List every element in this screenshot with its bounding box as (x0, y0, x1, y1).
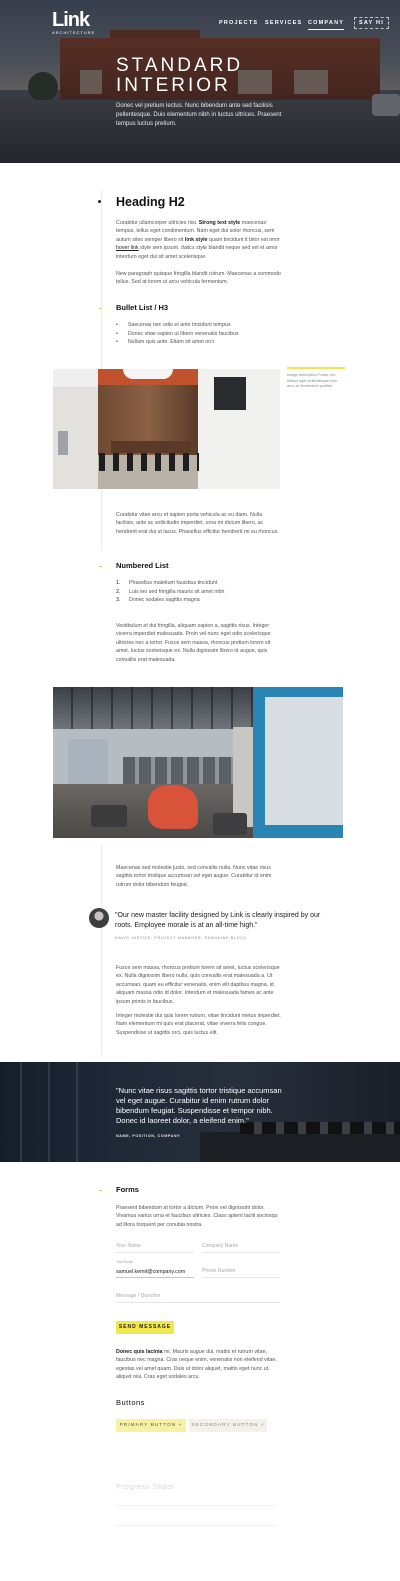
text: maecenas tempus, tellus eget condimentum. Nam eget dui solor rhoncus, sem autum sites semper libero sit (116, 220, 275, 243)
field-placeholder: Company Name (202, 1243, 239, 1249)
strong-text: Strong text style (198, 220, 241, 226)
field-placeholder: Message / Question (116, 1293, 161, 1299)
page-title-line-2: INTERIOR (116, 75, 231, 96)
heading-forms: Forms (116, 1185, 139, 1194)
office-lounge-photo (53, 687, 343, 838)
numbered-list (116, 579, 282, 605)
list-item (116, 588, 282, 597)
form-footnote (116, 1348, 282, 1382)
conference-room-photo (53, 369, 280, 489)
list-number: 2. (116, 588, 121, 595)
list-item: • Nullam quis ante. Etiam sit amet orci (116, 338, 282, 347)
slider-track[interactable] (116, 1525, 276, 1526)
nav-projects[interactable]: PROJECTS (219, 20, 259, 26)
paragraph: Integer molestie dui quis lorem rutrum, vitae tincidunt metus imperdiet. Nam elementum mi quis erat placerat, vitae viverra felis congue. Suspendisse ut sagittis orci, quis luctus elit. (116, 1013, 281, 1036)
phone-number-field[interactable] (202, 1267, 280, 1278)
heading-bullet-list: Bullet List / H3 (116, 303, 169, 312)
logo-subtitle: ARCHITECTURE (52, 30, 96, 35)
list-number: 3. (116, 597, 121, 603)
list-item: • Saecenas nec odio et ante tincidunt tempus (116, 321, 282, 330)
nav-company[interactable]: COMPANY (308, 20, 345, 26)
list-number: 1. (116, 580, 121, 586)
list-text: Phasellus maletium faucibus tincidunt (129, 580, 218, 586)
message-field[interactable] (116, 1292, 280, 1303)
slider-track[interactable] (116, 1505, 276, 1506)
company-name-field[interactable] (202, 1242, 280, 1253)
avatar (89, 908, 109, 928)
text: blandit neque sed vel et amor interdum eget dui sit amet scelerisque. (116, 245, 278, 260)
send-message-button[interactable]: SEND MESSAGE (116, 1321, 174, 1334)
text: Curabitur ullamcorper ultricies nisi. (116, 220, 199, 226)
paragraph: New paragraph quisque fringilla blandit rutrum. Maecenas a commodo tellus. Sed at lorem ut arcu vehicula fermentum. (116, 271, 281, 286)
secondary-button[interactable]: SECONDARY BUTTON + (189, 1419, 267, 1432)
field-placeholder: Your Name (116, 1243, 141, 1249)
timeline-line (101, 845, 102, 1055)
image-caption: Image description Fusce nec finibus eget pellentesque num arcu ac fermentum porttitor (287, 367, 345, 390)
hero-description: Donec vel pretium lectus. Nunc bibendum ante sed facilisis pellentesque. Duis elementum nibh in luctus ultrices. Praesent tempus luctus pretium. (116, 103, 282, 127)
field-label: Your Email (116, 1260, 133, 1264)
banner-quote-author: NAME, POSITION, COMPANY (116, 1134, 181, 1138)
paragraph: Fusce sem massa, rhoncus pretium lorem sit amet, luctus scelerisque ex. Nulla dignissim libero nulla, quis convallis erat malesuada a. Ut accumsan, quam eu efficitur venenatis, enim elit dapibus magna, id aliquam massa odio id dolor. Interdum et malesuada fames ac ante ipsum primis in faucibus. (116, 965, 280, 1005)
nav-say-hi-button[interactable]: SAY HI (354, 17, 389, 29)
text: mi. Mauris augue dui, mattis et rutrum vitae, faucibus nec magna. Cras neque enim, venenatis non eleifend vitae, egestas vel amet quam. Duis ut dolor aliquet, mattis eget nunc ut, aliquet nisi. Cras eget sodales arcu. (116, 1349, 277, 1381)
list-item (116, 579, 282, 588)
primary-button[interactable]: PRIMARY BUTTON + (116, 1419, 186, 1432)
testimonial-author: DAVID JUSTICE, PROJECT MANAGER, SANGUINE BLOCK (115, 936, 247, 940)
email-field[interactable] (116, 1260, 194, 1278)
field-placeholder: Phone Number (202, 1268, 236, 1274)
list-item (116, 596, 282, 605)
your-name-field[interactable] (116, 1242, 194, 1253)
bullet-list (116, 321, 282, 347)
page-title-line-1: STANDARD (116, 55, 244, 76)
text: quam tincidunt it bitor est imor (207, 236, 280, 243)
text: style sem ipsum. (138, 245, 182, 252)
heading-h2: Heading H2 (116, 195, 185, 209)
list-text: Donec sodales sagittis magna (129, 597, 200, 603)
italic-text: Italics style (181, 245, 207, 252)
section-marker (98, 200, 101, 203)
paragraph: Curabitur vitae arcu et sapien porta vehicula ac eu diam. Nulla facilisis, ante ac sollicitudin imperdiet, urna mi dictum libero, ac hendrerit erat dui ut lacus. Phasellus efficitur hendrerit mi eu rhoncus. (116, 512, 279, 535)
heading-buttons: Buttons (116, 1398, 145, 1407)
section-marker-yellow (99, 1190, 102, 1191)
banner-quote: "Nunc vitae risus sagittis tortor tristique accumsan vel eget augue. Curabitur id enim rutrum dolor bibendum feugiat. Suspendisse et tempor nibh. Donec id laoreet dolor, a eleifend enim." (116, 1086, 282, 1125)
nav-services[interactable]: SERVICES (265, 20, 303, 26)
intro-paragraph (116, 219, 282, 261)
inline-link[interactable]: link style (184, 236, 208, 243)
paragraph: Maecenas sed molestie justo, sed convallis nulla. Nunc vitae risus sagittis tortor tristique accumsan vel eget augue. Curabitur id enim rutrum dolor bibendum feugiat. (116, 865, 272, 888)
hover-link[interactable]: hover link (116, 245, 139, 252)
list-text: Luis leo sed fringilla mauris sit amet nibh (129, 588, 225, 595)
form-intro: Praesent bibendum at tortor a dictum. Proin vel dignissim dolor. Vivamus varius urna et faucibus ultricies. Class aptent taciti sociosqu ad litora torquent per conubia nostra. (116, 1205, 278, 1228)
strong-text: Donec quis lacinia (116, 1349, 163, 1355)
main-nav (0, 20, 400, 32)
list-item: • Donec vitae sapien ut libero venenatis faucibus (116, 330, 282, 339)
paragraph: Vestibulum et dui fringilla, aliquam sapien a, sagittis risus. Integer viverra imperdiet malesuada. Proin vel nunc eget odio scelerisque ultricies nec a tortor. Fusce sem massa, rhoncus pretium lorem sit amet, luctus scelerisque ex. Nulla dignissim libero id augue, quis convallis erat malesuada. (116, 623, 271, 663)
heading-progress-slider: Progress Slider (116, 1482, 175, 1491)
section-marker-yellow (99, 566, 102, 567)
logo-mark: Link (52, 9, 90, 31)
testimonial-quote: "Our new master facility designed by Link is clearly inspired by our roots. Employee morale is at an all-time high." (115, 912, 321, 929)
page-title (116, 56, 243, 96)
section-marker-yellow (99, 308, 102, 309)
field-value: samuel.kemit@company.com (116, 1269, 186, 1275)
heading-numbered-list: Numbered List (116, 561, 169, 570)
